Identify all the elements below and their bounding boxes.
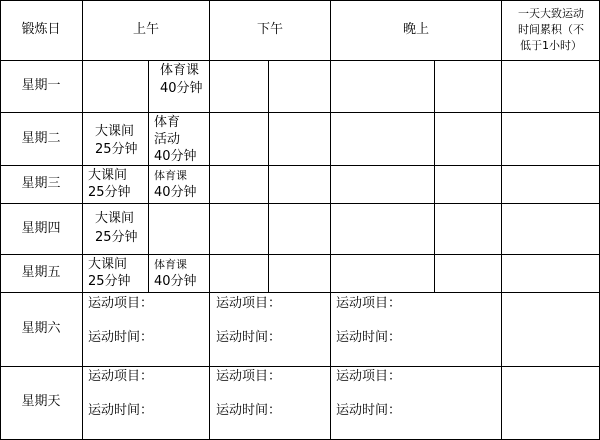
rule-morning-split (148, 60, 149, 292)
thursday-break-label: 大课间 (95, 211, 135, 226)
header-total-line3: 低于1小时） (520, 39, 582, 52)
saturday-morning-item: 运动项目： (88, 296, 154, 311)
sunday-evening-time: 运动时间： (336, 403, 402, 418)
saturday-evening-time: 运动时间： (336, 330, 402, 345)
rule-left (0, 0, 1, 440)
saturday-evening-item: 运动项目： (336, 296, 402, 311)
day-label-friday: 星期五 (21, 265, 61, 280)
saturday-morning-time: 运动时间： (88, 330, 154, 345)
day-label-sunday: 星期天 (21, 394, 61, 409)
rule-header-bottom (0, 60, 600, 61)
rule-afternoon-split (268, 60, 269, 292)
tuesday-pe-label-1: 体育 (154, 115, 181, 130)
rule-evening-split (434, 60, 435, 292)
sunday-morning-time: 运动时间： (88, 403, 154, 418)
monday-pe-class-label: 体育课 (160, 63, 200, 78)
wednesday-break-label: 大课间 (88, 168, 128, 183)
rule-thu-bottom (0, 254, 600, 255)
rule-day-col (82, 0, 83, 440)
sunday-morning-item: 运动项目： (88, 369, 154, 384)
rule-mon-bottom (0, 112, 600, 113)
rule-total-col (501, 0, 502, 440)
header-afternoon: 下午 (256, 22, 284, 37)
rule-evening-col (330, 0, 331, 440)
wednesday-pe-class-label: 体育课 (154, 169, 187, 182)
rule-tue-bottom (0, 165, 600, 166)
rule-sat-bottom (0, 366, 600, 367)
sunday-evening-item: 运动项目： (336, 369, 402, 384)
tuesday-pe-time: 40分钟 (154, 149, 197, 164)
wednesday-pe-class-time: 40分钟 (154, 185, 197, 200)
tuesday-pe-label-2: 活动 (154, 132, 181, 147)
day-label-tuesday: 星期二 (21, 131, 61, 146)
friday-pe-class-time: 40分钟 (154, 274, 197, 289)
friday-pe-class-label: 体育课 (154, 258, 187, 271)
friday-break-label: 大课间 (88, 257, 128, 272)
rule-wed-bottom (0, 203, 600, 204)
saturday-afternoon-item: 运动项目： (216, 296, 282, 311)
tuesday-break-label: 大课间 (95, 124, 135, 139)
header-evening: 晚上 (402, 22, 430, 37)
tuesday-break-time: 25分钟 (95, 142, 138, 157)
friday-break-time: 25分钟 (88, 274, 131, 289)
wednesday-break-time: 25分钟 (88, 185, 131, 200)
thursday-break-time: 25分钟 (95, 230, 138, 245)
header-total-line1: 一天大致运动 (518, 7, 584, 20)
day-label-saturday: 星期六 (21, 321, 61, 336)
header-morning: 上午 (132, 22, 160, 37)
day-label-monday: 星期一 (21, 78, 61, 93)
rule-fri-bottom (0, 292, 600, 293)
rule-top (0, 0, 600, 1)
monday-pe-class-time: 40分钟 (160, 81, 203, 96)
day-label-thursday: 星期四 (21, 221, 61, 236)
header-total-line2: 时间累积（不 (518, 23, 584, 36)
sunday-afternoon-time: 运动时间： (216, 403, 282, 418)
header-corner: 锻炼日 (21, 22, 61, 37)
day-label-wednesday: 星期三 (21, 176, 61, 191)
sunday-afternoon-item: 运动项目： (216, 369, 282, 384)
rule-afternoon-col (209, 0, 210, 440)
saturday-afternoon-time: 运动时间： (216, 330, 282, 345)
